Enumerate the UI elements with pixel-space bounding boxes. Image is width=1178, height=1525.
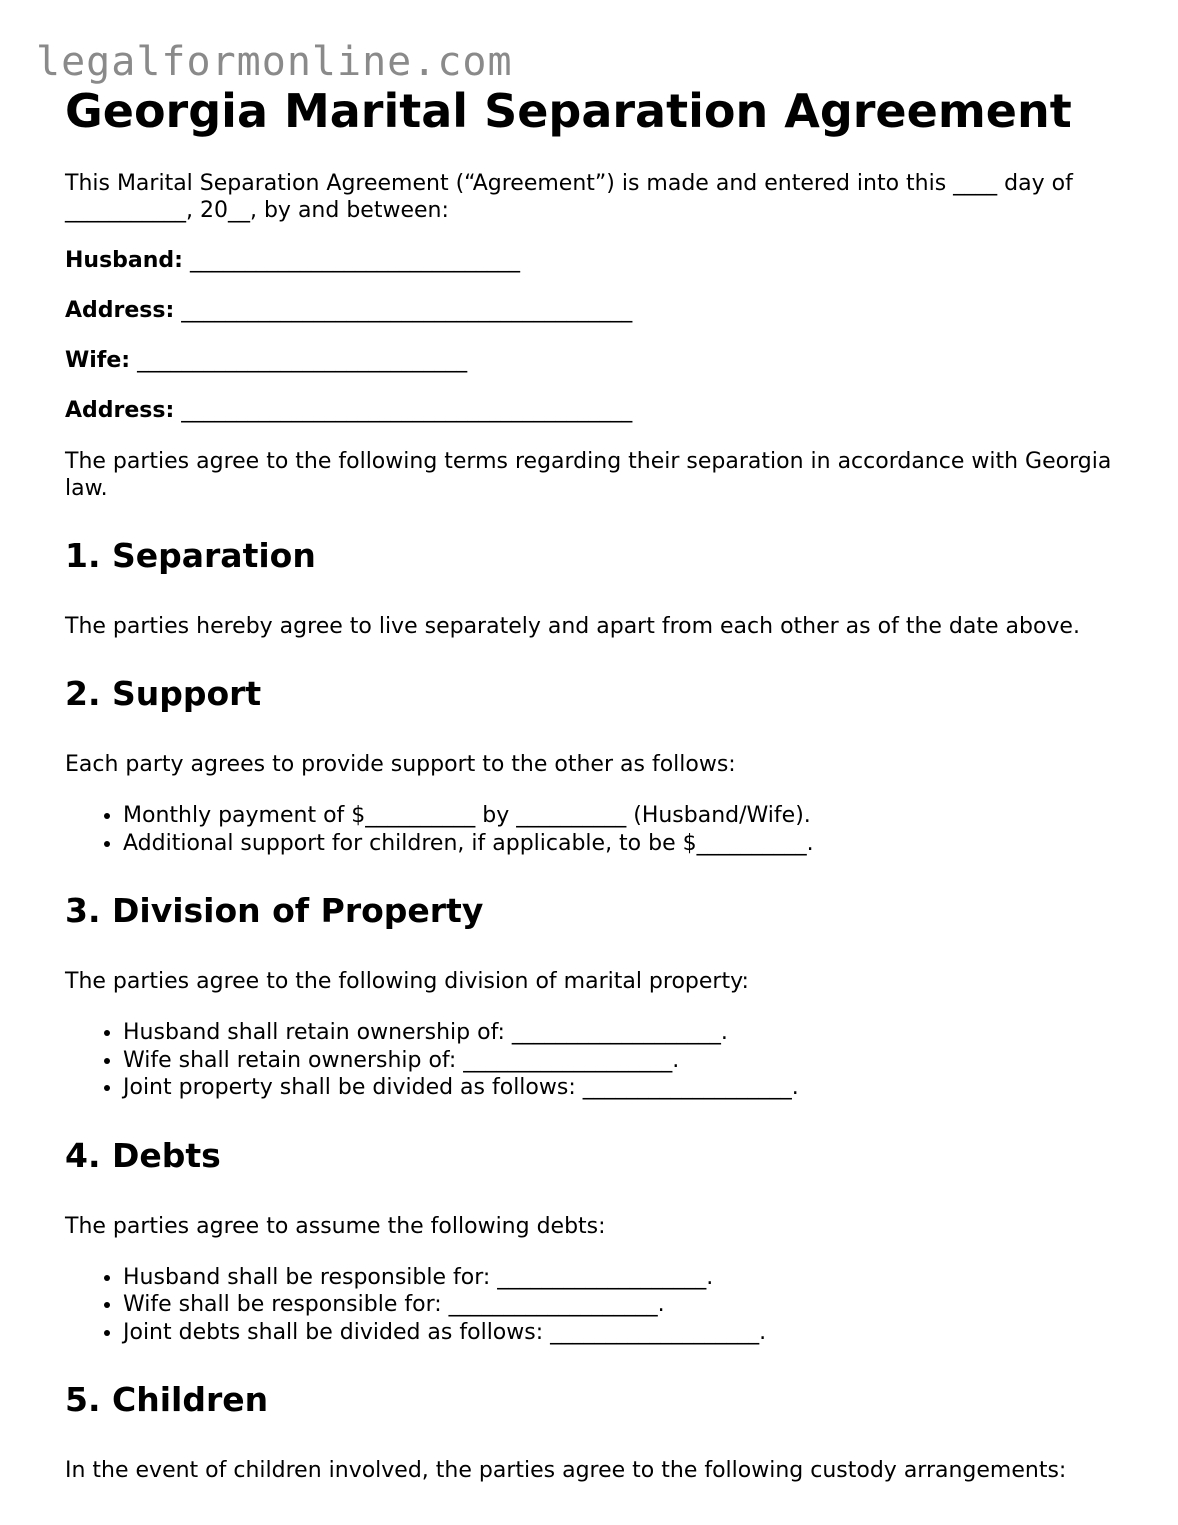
support-list [65,802,1135,857]
wife-field[interactable] [65,347,1135,374]
list-item: • Joint property shall be divided as follows: ___________________. [123,1074,1135,1102]
husband-label: Husband: [65,248,183,273]
terms-intro: The parties agree to the following terms regarding their separation in accordance with Georgia law. [65,449,1112,501]
debts-list [65,1264,1135,1347]
section-heading: 2. Support [65,674,262,713]
list-item: • Wife shall be responsible for: ___________________. [123,1291,1135,1319]
section-text: The parties agree to the following division of marital property: [65,969,749,994]
section-text: Each party agrees to provide support to the other as follows: [65,752,736,777]
section-division-of-property [65,890,1135,1102]
list-item: • Wife shall retain ownership of: ___________________. [123,1047,1135,1075]
list-item: • Additional support for children, if applicable, to be $__________. [123,830,1135,858]
property-list [65,1019,1135,1102]
husband-address-label: Address: [65,298,175,323]
list-item: • Monthly payment of $__________ by __________ (Husband/Wife). [123,802,1135,830]
document-title: Georgia Marital Separation Agreement [65,84,1072,138]
section-heading: 4. Debts [65,1135,221,1175]
section-text: The parties hereby agree to live separately and apart from each other as of the date above. [65,614,1080,639]
section-children [65,1379,1135,1484]
wife-blank[interactable]: ______________________________ [137,348,468,373]
husband-blank[interactable]: ______________________________ [189,248,520,273]
wife-address-field[interactable] [65,397,1135,424]
watermark: legalformonline.com [36,39,513,85]
list-item: • Husband shall retain ownership of: ___________________. [123,1019,1135,1047]
husband-address-blank[interactable]: _________________________________________ [181,298,633,323]
list-item: • Husband shall be responsible for: ___________________. [123,1264,1135,1292]
section-separation [65,535,1135,640]
section-debts [65,1135,1135,1347]
husband-field[interactable] [65,247,1135,274]
wife-address-blank[interactable]: _________________________________________ [181,398,633,423]
section-support [65,673,1135,857]
list-item: • Joint debts shall be divided as follows: ___________________. [123,1319,1135,1347]
section-heading: 3. Division of Property [65,891,484,930]
document-body [65,80,1135,1484]
section-heading: 5. Children [65,1380,269,1419]
section-text: In the event of children involved, the parties agree to the following custody arrangements: [65,1458,1067,1483]
section-text: The parties agree to assume the following debts: [65,1213,606,1239]
husband-address-field[interactable] [65,297,1135,324]
section-heading: 1. Separation [65,536,316,575]
wife-label: Wife: [65,348,131,373]
intro-paragraph: This Marital Separation Agreement (“Agreement”) is made and entered into this ____ day of ___________, 20__, by and between: [65,171,1073,223]
wife-address-label: Address: [65,398,175,423]
